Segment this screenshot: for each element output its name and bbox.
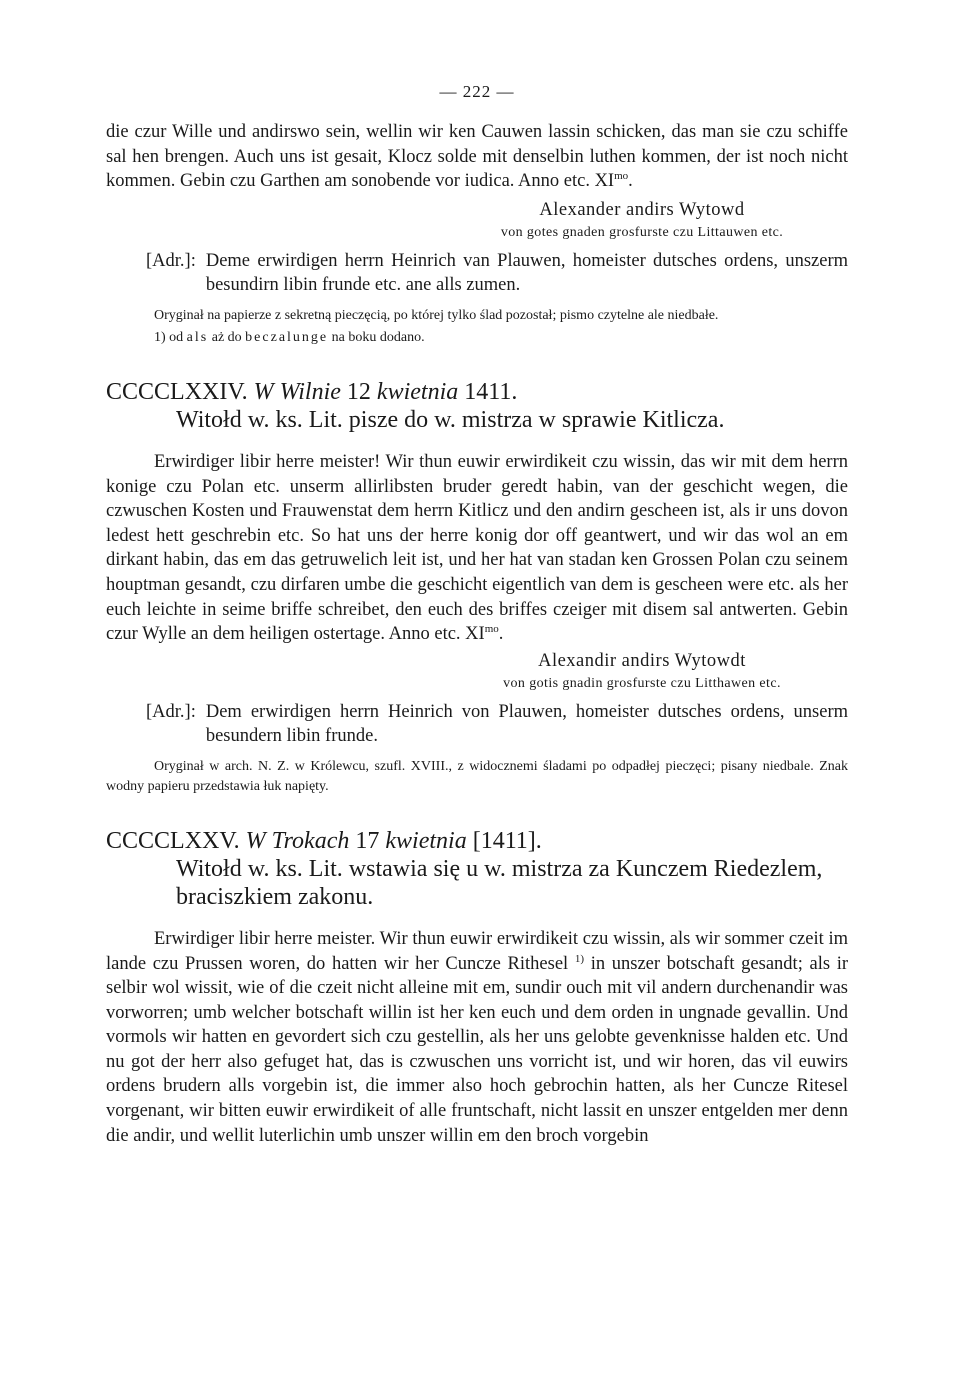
document-heading-474 xyxy=(106,378,848,434)
month: kwietnia xyxy=(385,827,467,854)
day: 12 xyxy=(346,378,371,405)
footnote-mark: 1) xyxy=(154,329,166,345)
address-label: [Adr.]: xyxy=(146,701,196,722)
signature: Alexander andirs Wytowd xyxy=(539,199,745,220)
address-text: Dem erwirdigen herrn Heinrich von Plauwen, homeister dutsches ordens, unserm besundern libin frunde. xyxy=(205,701,848,747)
letter-text-474 xyxy=(106,450,848,647)
footnote-spaced-word: als xyxy=(186,329,209,345)
letter-paragraph: Erwirdiger libir herre meister! Wir thun euwir erwirdikeit czu wissin, das wir mit dem herrn konige czu Polan etc. unserm allirlibsten bruder geredt habin, van der geschicht wegen, die czwuschen Kosten und Frauwenstat dem herrn Kitlicz und den andirn gescheen ist, als ir uns dovon ledest hett geschrebin etc. So hat uns der herre konig dor off geantwert, und wir das wol an em dirkant habin, das em das getruwelich leit ist, und her hat van stadan ken Grossen Polan czu seinem houptman gesandt, czu dirfaren umbe die geschicht eigentlich van dem is gescheen were etc. als her euch leichte in seime briffe schreibet, den euch des briffes czeiger mit disem sal antwerten. Gebin czur Wylle an dem heiligen ostertage. Anno etc. XI xyxy=(106,451,848,645)
footnote xyxy=(106,328,848,348)
year-superscript: mo xyxy=(614,170,629,183)
letter-paragraph-b: in unszer botschaft gesandt; als ir selbir wol wissit, wie of die czeit nicht alleine mit em, sundir ouch mit vil andern durchenandir was vorworren; umb welcher botschaft willin ist her ken euch und dem orden in ungnade gevallin. Und vormols wir hatten en gevordert sich czu gestellin, als her uns gelobte gevenknisse halden etc. Und nu got der herr also gefuget hat, das is czwuschen uns vorricht ist, und wir horen, das vil euwirs ordens brudern alls vorgebin ist, die immer also hoch gebrochin hatten, als her Cuncze Ritesel vorgenant, wir bitten euwir erwirdikeit of alle fruntschaft, nicht lassit en unszer entgelden mer denn die andir, und wellit luterlichin umb unszer willin em den broch vorgebin xyxy=(106,953,849,1146)
source-note: Oryginał w arch. N. Z. w Królewcu, szufl. XVIII., z widocznemi śladami po odpadłej pieczęci; pisany niedbale. Znak wodny papieru przedstawia łuk napięty. xyxy=(106,758,848,794)
footnote-pre: od xyxy=(169,329,184,345)
footnote-post: na boku dodano. xyxy=(331,329,425,345)
document-number: CCCCLXXIV. xyxy=(106,378,248,405)
year-end: . xyxy=(628,171,633,192)
footnote-spaced-word: beczalunge xyxy=(245,329,329,345)
page xyxy=(106,82,848,1148)
document-subtitle: Witołd w. ks. Lit. wstawia się u w. mistrza za Kunczem Riedezlem, braciszkiem zakonu. xyxy=(176,855,823,910)
letter-text-475 xyxy=(106,927,848,1148)
signature-title: von gotis gnadin grosfurste czu Litthawen etc. xyxy=(503,675,781,691)
footnote-mid: aż do xyxy=(211,329,242,345)
document-heading-475 xyxy=(106,827,848,911)
year-end: . xyxy=(498,624,504,645)
document-number: CCCCLXXV. xyxy=(106,827,240,854)
continued-letter-text xyxy=(106,120,848,194)
address-label: [Adr.]: xyxy=(146,250,196,271)
continued-paragraph: die czur Wille und andirswo sein, wellin wir ken Cauwen lassin schicken, das man sie czu schiffe sal hen brengen. Auch uns ist gesait, Klocz solde mit denselbin luthen kommen, der ist noch nicht kommen. Gebin czu Garthen am sonobende vor iudica. Anno etc. XI xyxy=(106,122,848,192)
signature-title: von gotes gnaden grosfurste czu Littauwen etc. xyxy=(500,224,784,240)
year-superscript: mo xyxy=(484,622,499,635)
place: W Trokach xyxy=(245,827,350,854)
year: 1411. xyxy=(464,378,518,405)
document-subtitle: Witołd w. ks. Lit. pisze do w. mistrza w sprawie Kitlicza. xyxy=(176,406,725,433)
letter-paragraph-a: Erwirdiger libir herre meister. Wir thun euwir erwirdikeit czu wissin, als wir sommer czeit im lande czu Prussen woren, do hatten wir her Cuncze Rithesel xyxy=(106,928,848,974)
signature: Alexandir andirs Wytowdt xyxy=(538,650,746,671)
source-note: Oryginał na papierze z sekretną pieczęcią, po której tylko ślad pozostał; pismo czytelne ale niedbałe. xyxy=(154,307,719,323)
address-block xyxy=(146,700,848,749)
year: [1411]. xyxy=(472,827,542,854)
footnote-mark: 1) xyxy=(574,952,585,965)
address-block xyxy=(146,249,848,298)
place: W Wilnie xyxy=(253,378,341,405)
day: 17 xyxy=(355,827,380,854)
address-text: Deme erwirdigen herrn Heinrich van Plauwen, homeister dutsches ordens, unszerm besundirn libin frunde etc. ane alls zumen. xyxy=(205,250,848,296)
month: kwietnia xyxy=(376,378,459,405)
page-number: — 222 — xyxy=(439,82,515,101)
